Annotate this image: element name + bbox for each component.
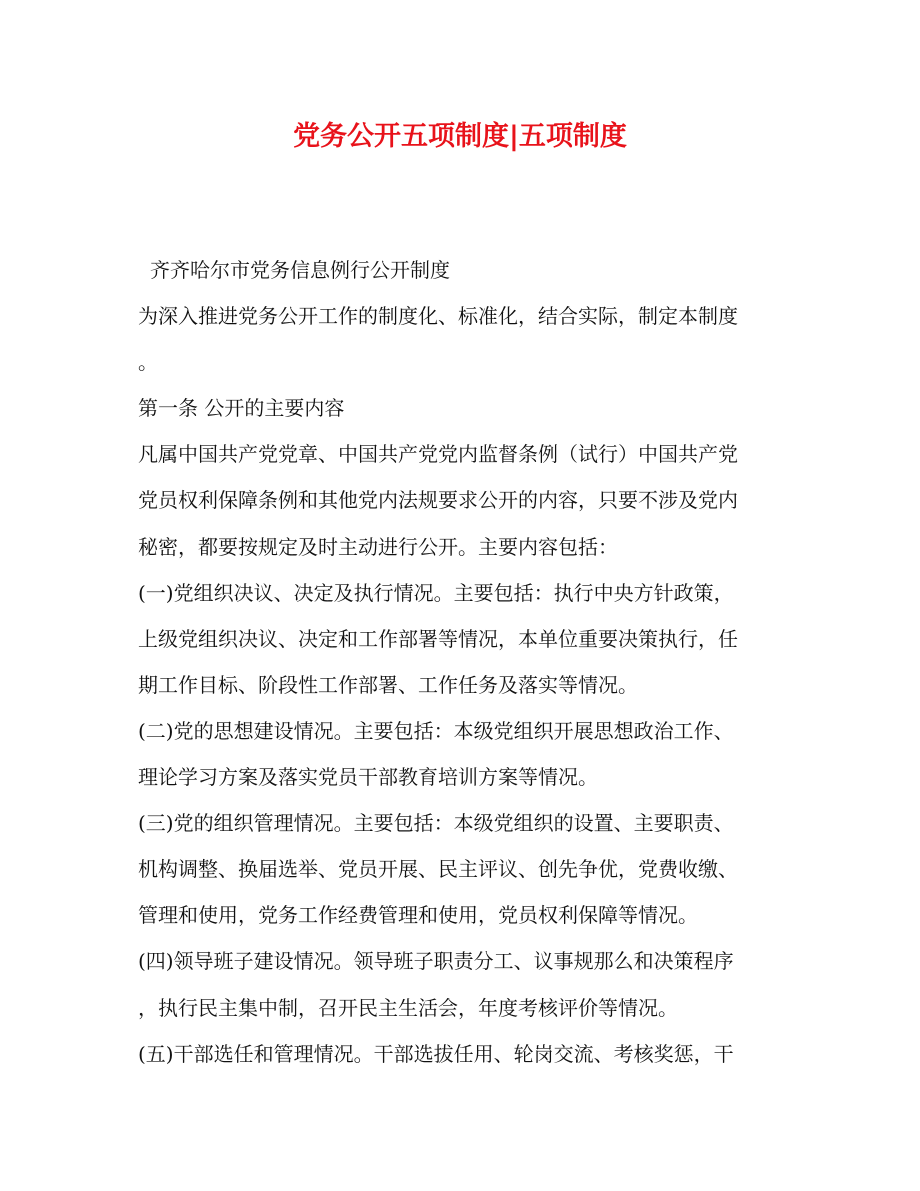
document-title: 党务公开五项制度|五项制度	[293, 121, 627, 152]
list-item-line: ，执行民主集中制，召开民主生活会，年度考核评价等情况。	[138, 995, 678, 1020]
list-item-line: 期工作目标、阶段性工作部署、工作任务及落实等情况。	[138, 672, 638, 697]
document-body	[138, 247, 778, 1077]
list-item-line: (二)党的思想建设情况。主要包括：本级党组织开展思想政治工作、	[138, 718, 734, 743]
list-item-line: (四)领导班子建设情况。领导班子职责分工、议事规那么和决策程序	[138, 949, 734, 974]
section-heading: 第一条 公开的主要内容	[138, 396, 345, 421]
list-item-line: 管理和使用，党务工作经费管理和使用，党员权利保障等情况。	[138, 903, 698, 928]
heading-line: 齐齐哈尔市党务信息例行公开制度	[150, 258, 450, 282]
list-item-line: (三)党的组织管理情况。主要包括：本级党组织的设置、主要职责、	[138, 811, 734, 836]
list-item-line: 理论学习方案及落实党员干部教育培训方案等情况。	[138, 765, 598, 790]
list-item-line: 机构调整、换届选举、党员开展、民主评议、创先争优，党费收缴、	[138, 857, 738, 882]
paragraph-line: 党员权利保障条例和其他党内法规要求公开的内容，只要不涉及党内	[138, 488, 738, 513]
list-item-line: (一)党组织决议、决定及执行情况。主要包括：执行中央方针政策，	[138, 580, 734, 605]
paragraph-line: 凡属中国共产党党章、中国共产党党内监督条例（试行）中国共产党	[138, 442, 738, 467]
list-item-line: (五)干部选任和管理情况。干部选拔任用、轮岗交流、考核奖惩，干	[138, 1041, 734, 1066]
paragraph-line: 秘密，都要按规定及时主动进行公开。主要内容包括：	[138, 534, 618, 559]
paragraph-line: 为深入推进党务公开工作的制度化、标准化，结合实际，制定本制度	[138, 304, 738, 329]
paragraph-line: 。	[138, 350, 158, 375]
list-item-line: 上级党组织决议、决定和工作部署等情况，本单位重要决策执行，任	[138, 626, 738, 651]
